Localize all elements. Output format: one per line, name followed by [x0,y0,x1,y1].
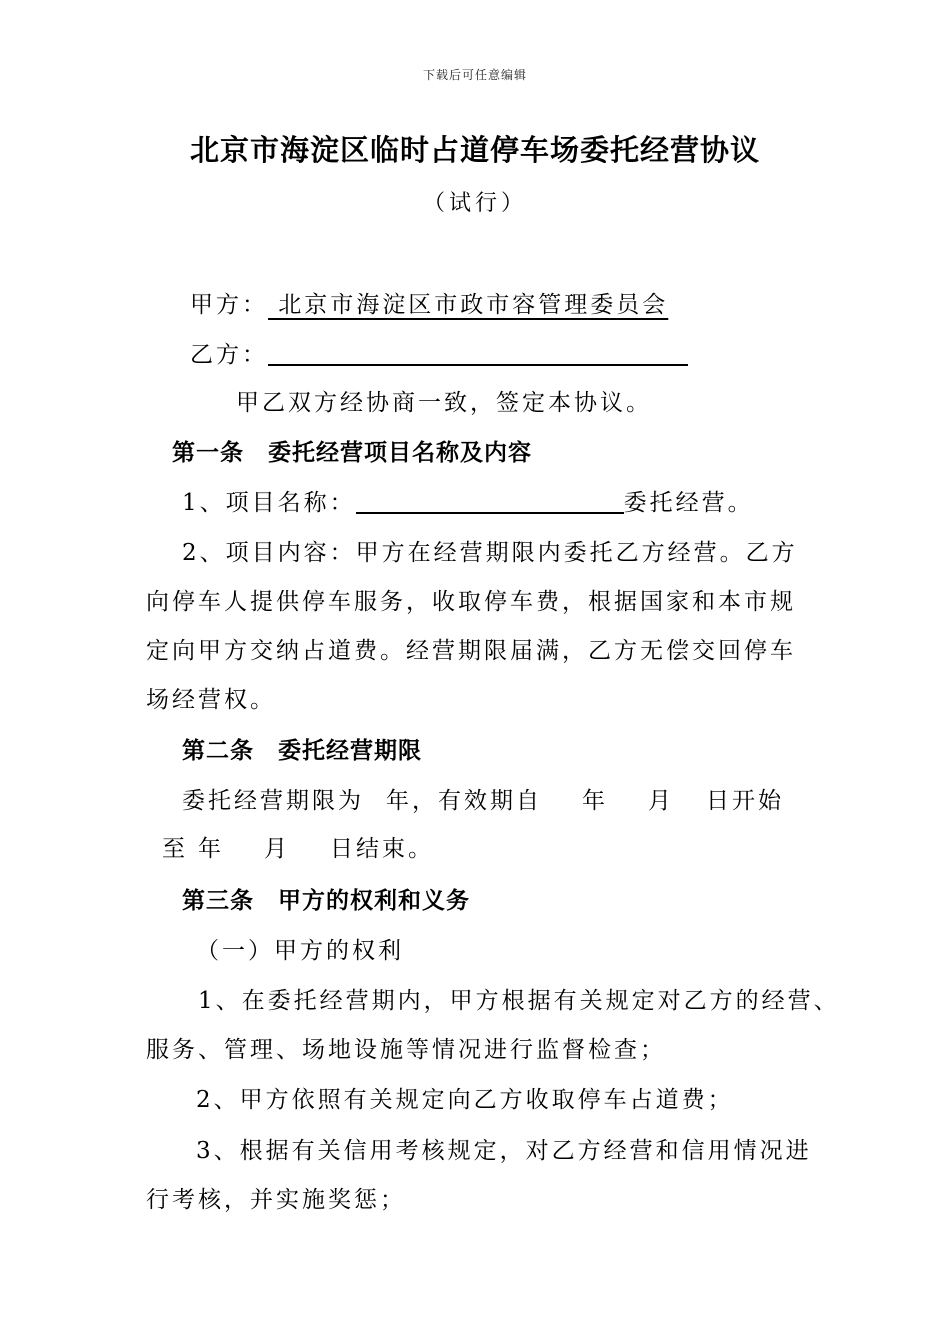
term-text: 委托经营期限为 [182,788,364,814]
article1-heading [172,434,532,467]
end-month-text: 月 [264,836,290,862]
article1-item1 [182,484,754,517]
article2-number: 第二条 [182,737,254,764]
until-text: 至 [162,836,188,862]
party-a-line [190,286,668,319]
article1-number: 第一条 [172,439,244,466]
document-subtitle: （试行） [422,191,527,216]
article3-title: 甲方的权利和义务 [278,887,470,914]
article3-r1-line1: 1、在委托经营期内，甲方根据有关规定对乙方的经营、 [198,988,840,1014]
header-note: 下载后可任意编辑 [422,68,527,82]
start-day-text: 日开始 [706,788,784,814]
start-year-text: 年 [582,788,608,814]
document-title: 北京市海淀区临时占道停车场委托经营协议 [189,133,760,167]
article3-r1-line2: 服务、管理、场地设施等情况进行监督检查； [146,1037,666,1063]
start-month-text: 月 [648,788,674,814]
party-b-blank [268,363,688,366]
item1-prefix: 1、项目名称： [182,490,356,516]
article1-title: 委托经营项目名称及内容 [268,439,532,466]
article3-r2: 2、甲方依照有关规定向乙方收取停车占道费； [196,1087,734,1113]
article3-r3-line1: 3、根据有关信用考核规定，对乙方经营和信用情况进 [196,1138,812,1164]
article3-sub1: （一）甲方的权利 [196,938,404,964]
article2-line2 [162,830,434,863]
article2-title: 委托经营期限 [278,737,422,764]
article3-number: 第三条 [182,887,254,914]
article1-item2-line2: 向停车人提供停车服务，收取停车费，根据国家和本市规 [146,589,796,615]
party-b-label: 乙方： [190,342,268,368]
end-year-text: 年 [198,836,224,862]
end-day-text: 日结束。 [330,836,434,862]
intro-text: 甲乙双方经协商一致，签定本协议。 [236,390,652,416]
article2-heading [182,732,422,765]
article1-item2-line3: 定向甲方交纳占道费。经营期限届满，乙方无偿交回停车 [146,638,796,664]
article3-heading [182,882,470,915]
project-name-blank [356,511,624,514]
party-a-value: 北京市海淀区市政市容管理委员会 [268,292,669,318]
article1-item2-line4: 场经营权。 [146,687,276,713]
party-a-label: 甲方： [190,292,268,318]
item1-suffix: 委托经营。 [623,490,754,516]
article2-line1 [182,782,784,815]
article1-item2-line1: 2、项目内容：甲方在经营期限内委托乙方经营。乙方 [182,540,798,566]
article3-r3-line2: 行考核，并实施奖惩； [146,1187,406,1213]
valid-from-text: 年，有效期自 [386,788,542,814]
party-b-line [190,336,688,369]
